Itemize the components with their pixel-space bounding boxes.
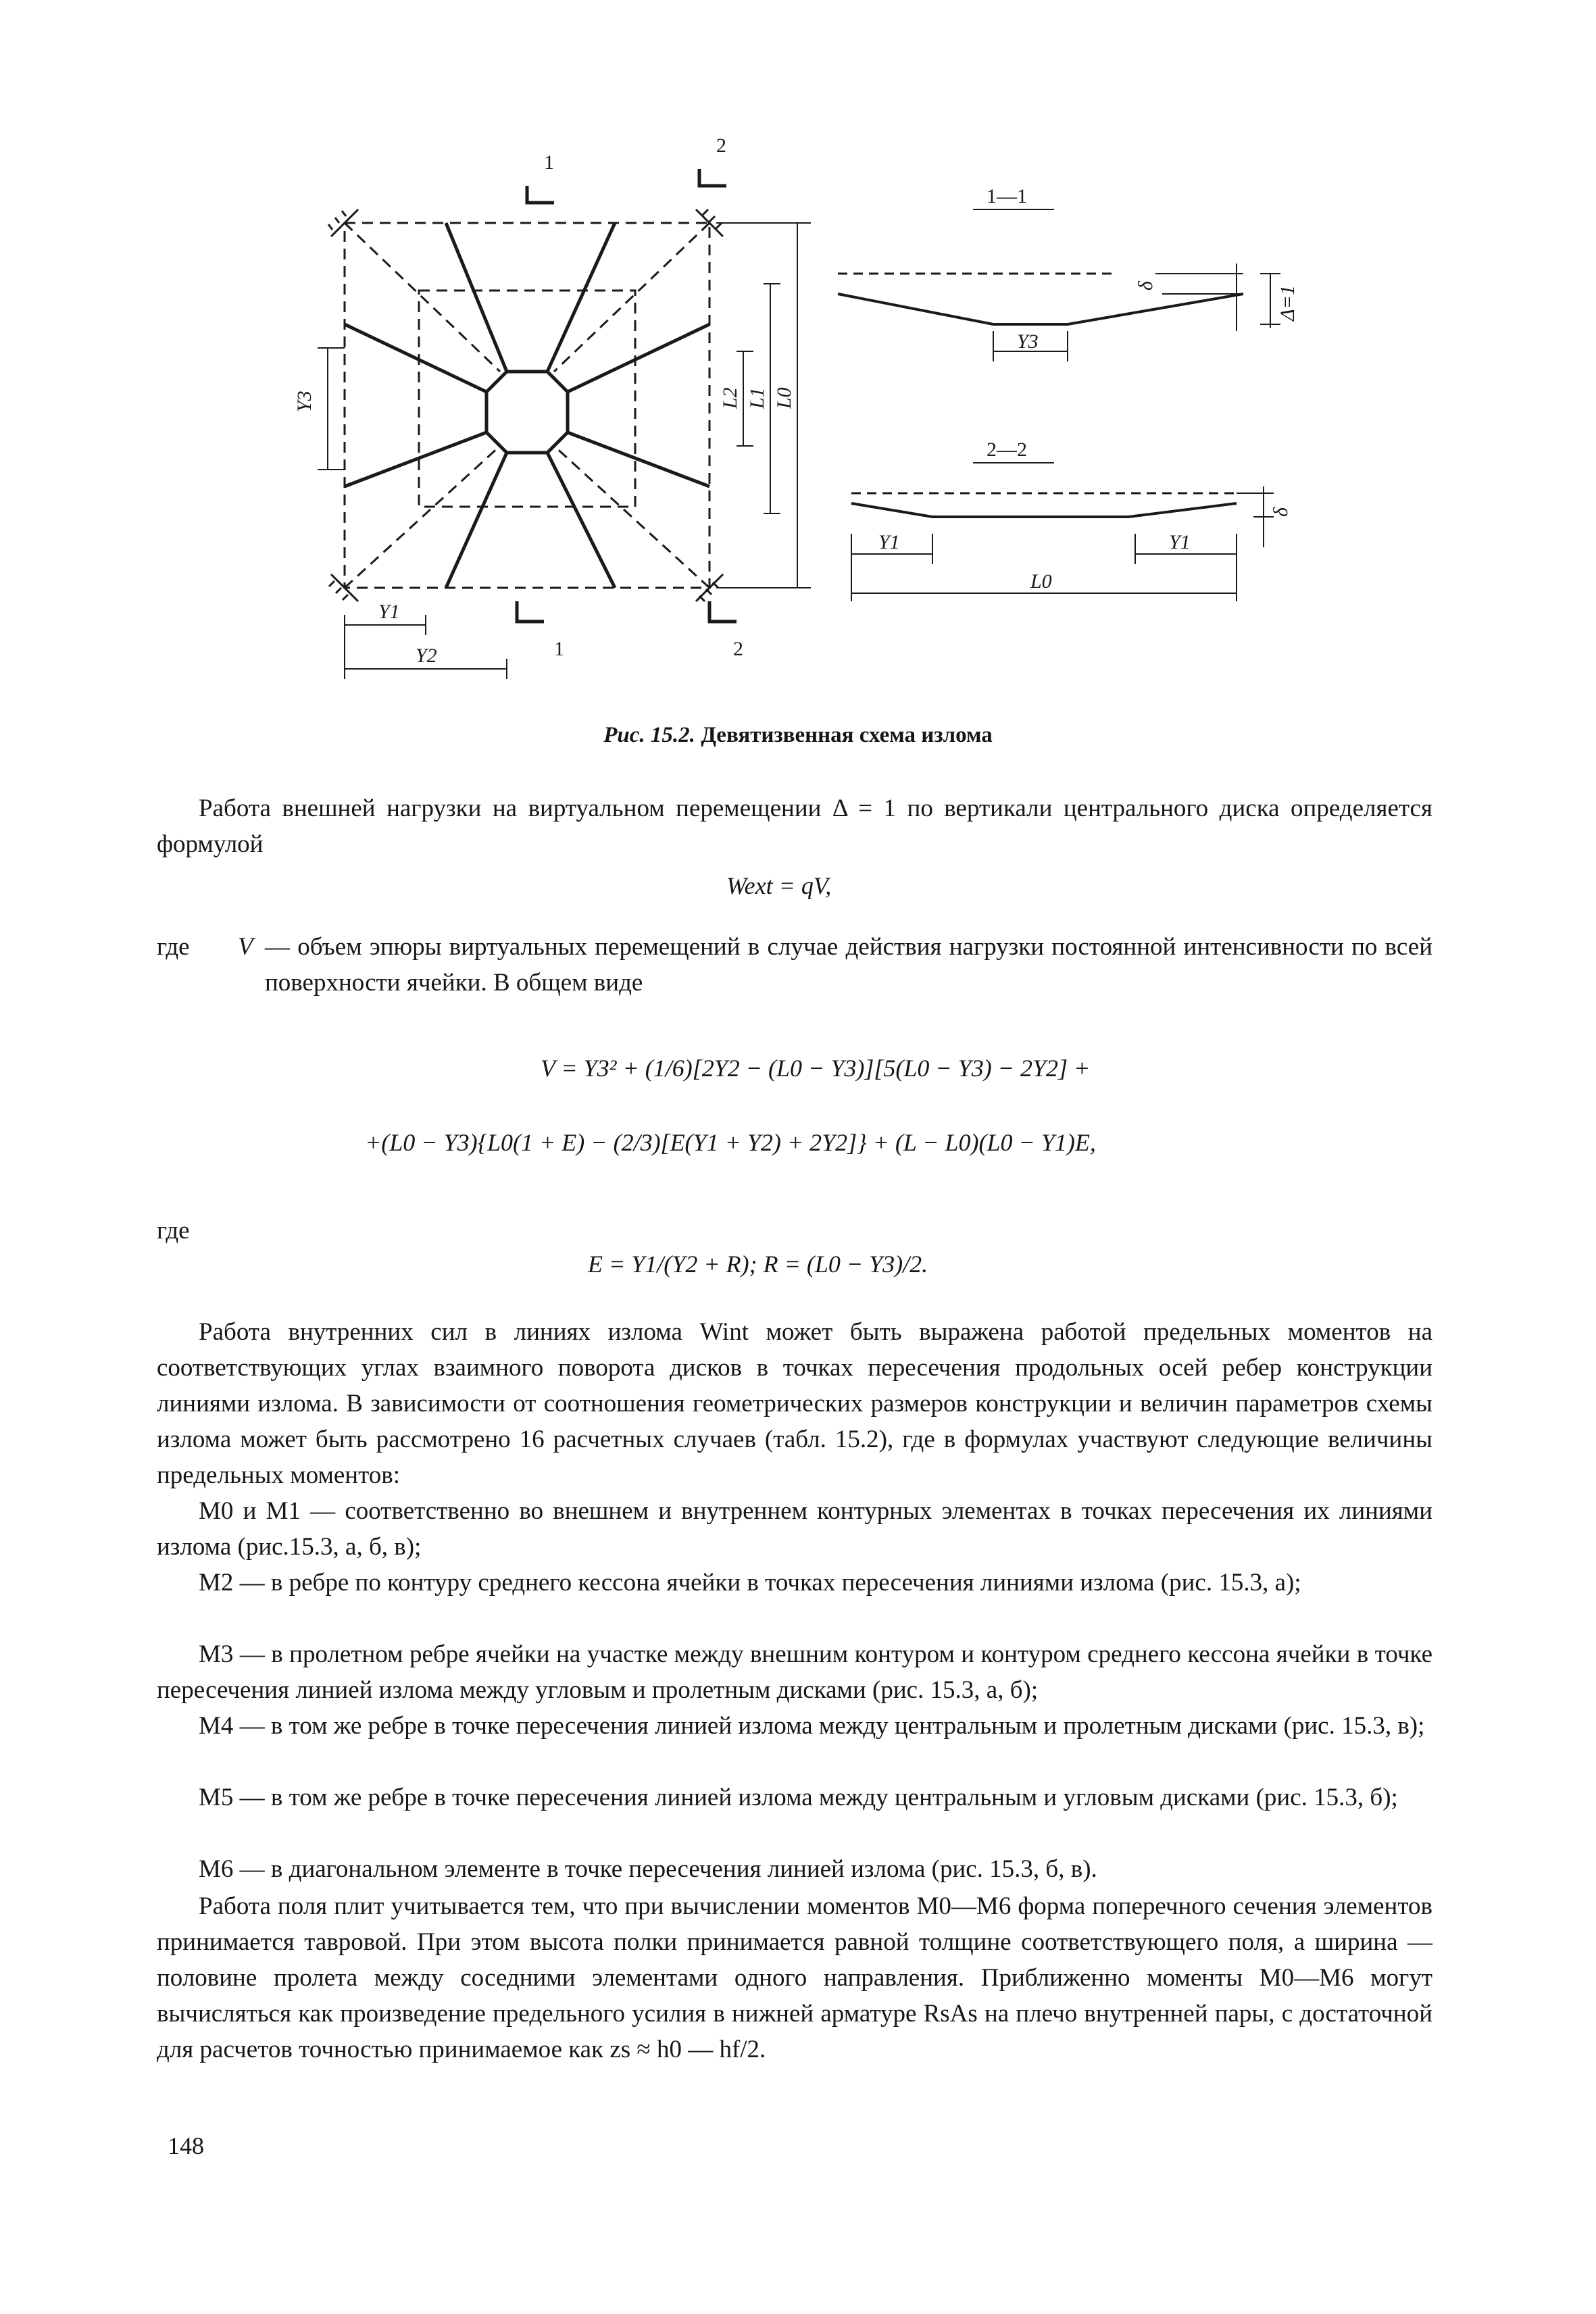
figure-fracture-scheme (293, 128, 1299, 736)
caption-text: Девятизвенная схема излома (701, 723, 993, 747)
section-2-2 (851, 463, 1274, 601)
paragraph-2: Работа внутренних сил в линиях излома Wint может быть выражена работой предельных моментов на соответствующих углах взаимного поворота дисков в точках пересечения продольных осей ребер конструкции линиями излома. В зависимости от соотношения геометрических размеров конструкции и величин параметров схемы излома может быть рассмотрено 16 расчетных случаев (табл. 15.2), где в формулах участвуют следующие величины предельных моментов: (157, 1318, 1432, 1489)
where-label-1: где (157, 933, 190, 961)
dim-label-l2: L2 (719, 387, 741, 409)
figure-caption (0, 723, 1596, 748)
central-disk (487, 372, 568, 453)
inner-contour (419, 291, 635, 507)
formula-wext: Wext = qV, (726, 872, 832, 899)
page-number: 148 (168, 2132, 204, 2159)
section-label-2-bottom: 2 (733, 638, 743, 660)
dim-label-y1: Y1 (378, 601, 400, 623)
corner-supports (328, 209, 723, 601)
section-1-title: 1—1 (987, 185, 1027, 207)
paragraph-3: Работа поля плит учитывается тем, что при вычислении моментов M0—M6 форма поперечного сечения элементов принимается тавровой. При этом высота полки принимается равной толщине соответствующего поля, а ширина — половине пролета между соседними элементами одного направления. Приближенно моменты M0—M6 могут вычисляться как произведение предельного усилия в нижней арматуре RsAs на плечо внутренней пары, с достаточной для расчетов точностью принимаемое как zs ≈ h0 — hf/2. (157, 1892, 1432, 2063)
dim-label-l0: L0 (773, 387, 795, 409)
section-label-1-bottom: 1 (554, 638, 564, 660)
where-label-2: где (157, 1217, 190, 1244)
section-2-delta: δ (1270, 507, 1292, 517)
section-2-l0: L0 (1030, 570, 1052, 593)
section-2-title: 2—2 (987, 438, 1027, 461)
m-item-3: M4 — в том же ребре в точке пересечения линией излома между центральным и пролетным дисками (рис. 15.3, в); (199, 1712, 1425, 1740)
section-2-y1-right: Y1 (1169, 531, 1191, 553)
section-2-y1-left: Y1 (878, 531, 900, 553)
m-item-0: M0 и M1 — соответственно во внешнем и внутреннем контурных элементах в точках пересечения их линиями излома (рис.15.3, а, б, в); (157, 1497, 1432, 1561)
dim-label-l1: L1 (746, 387, 768, 409)
fracture-scheme-diagram (293, 128, 1299, 736)
fracture-lines (345, 223, 709, 588)
section-1-Delta: Δ=1 (1276, 285, 1299, 321)
section-1-y3: Y3 (1017, 330, 1039, 353)
section-1-delta: δ (1134, 281, 1157, 291)
section-label-2-top: 2 (716, 134, 726, 157)
v-def-symbol: V (238, 933, 253, 961)
formula-v-line2: +(L0 − Y3){L0(1 + E) − (2/3)[E(Y1 + Y2) + 2Y2]} + (L − L0)(L0 − Y1)E, (365, 1129, 1096, 1156)
m-item-2: M3 — в пролетном ребре ячейки на участке между внешним контуром и контуром среднего кессона ячейки в точке пересечения линией излома между угловым и пролетным дисками (рис. 15.3, а, б); (157, 1640, 1432, 1704)
m-item-5: M6 — в диагональном элементе в точке пересечения линией излома (рис. 15.3, б, в). (199, 1855, 1097, 1883)
section-1-1 (838, 209, 1280, 361)
section-marks (517, 169, 737, 622)
dim-label-y2: Y2 (416, 645, 437, 667)
m-item-1: M2 — в ребре по контуру среднего кессона ячейки в точках пересечения линиями излома (рис. 15.3, а); (199, 1569, 1301, 1596)
v-def-text: — объем эпюры виртуальных перемещений в случае действия нагрузки постоянной интенсивности по всей поверхности ячейки. В общем виде (265, 933, 1432, 997)
section-label-1-top: 1 (544, 151, 554, 174)
dim-label-y3: Y3 (293, 391, 316, 412)
formula-v-line1: V = Y3² + (1/6)[2Y2 − (L0 − Y3)][5(L0 − Y3) − 2Y2] + (541, 1055, 1091, 1082)
paragraph-1: Работа внешней нагрузки на виртуальном перемещении Δ = 1 по вертикали центрального диска определяется формулой (157, 795, 1432, 858)
caption-label: Рис. 15.2. (603, 723, 695, 747)
m-item-4: M5 — в том же ребре в точке пересечения линией излома между центральным и угловым дисками (рис. 15.3, б); (199, 1784, 1398, 1811)
formula-e-r: E = Y1/(Y2 + R); R = (L0 − Y3)/2. (588, 1251, 928, 1278)
outer-contour (345, 223, 709, 588)
